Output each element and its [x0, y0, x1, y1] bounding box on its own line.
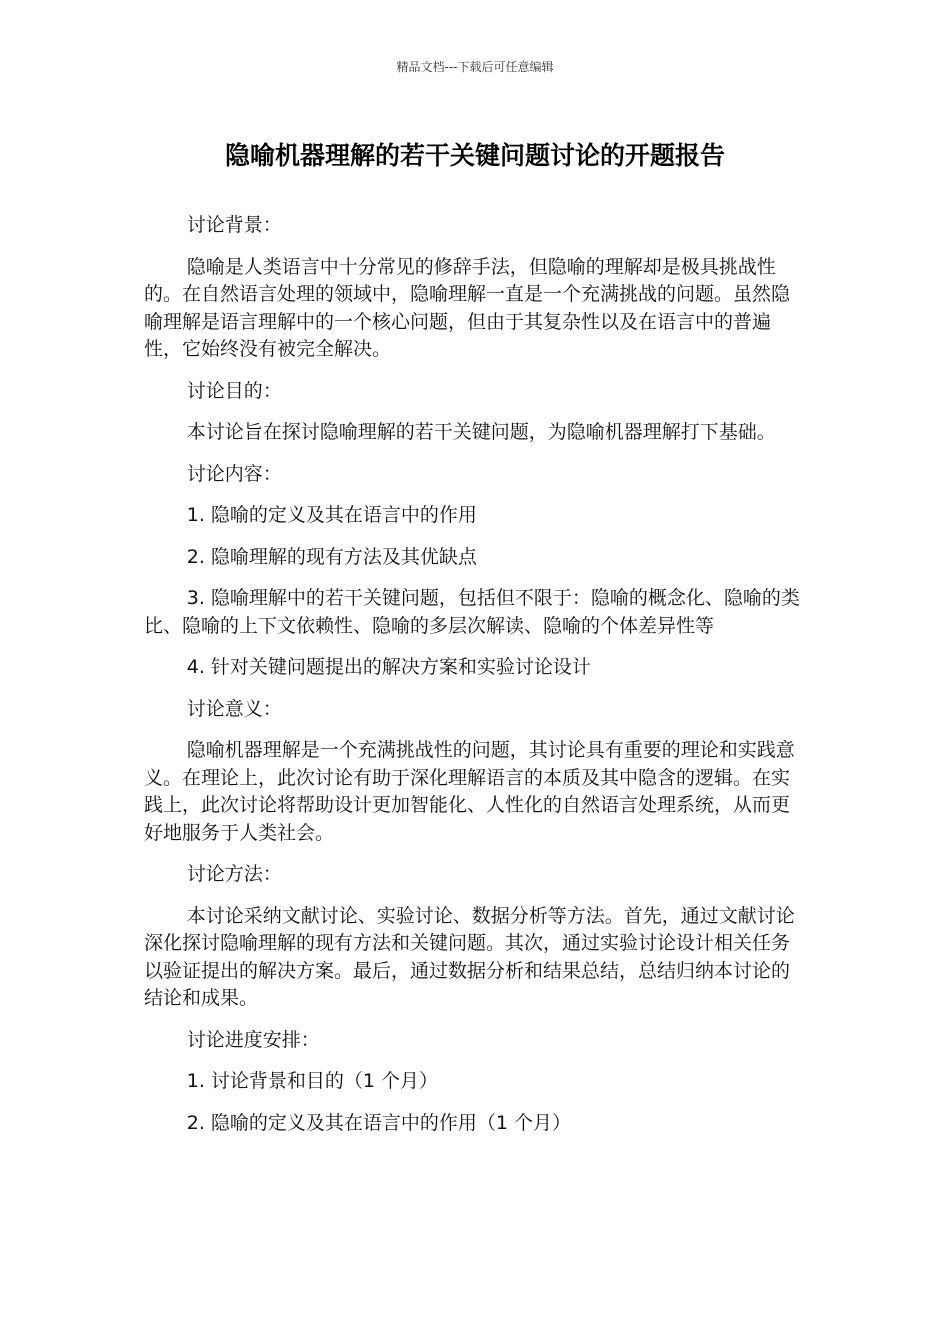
paragraph-method: 本讨论采纳文献讨论、实验讨论、数据分析等方法。首先，通过文献讨论深化探讨隐喻理解的现有方法和关键问题。其次，通过实验讨论设计相关任务以验证提出的解决方案。最后，通过数据分析和结果总结，总结归纳本讨论的结论和成果。 — [144, 904, 795, 1009]
list-item-content-1: 1. 隐喻的定义及其在语言中的作用 — [186, 504, 477, 526]
list-item-schedule-1: 1. 讨论背景和目的（1 个月） — [186, 1070, 439, 1092]
page-header: 精品文档---下载后可任意编辑 — [396, 60, 554, 74]
document-body — [144, 212, 806, 1151]
section-heading-method: 讨论方法： — [186, 863, 282, 885]
paragraph-background: 隐喻是人类语言中十分常见的修辞手法，但隐喻的理解却是极具挑战性的。在自然语言处理的领域中，隐喻理解一直是一个充满挑战的问题。虽然隐喻理解是语言理解中的一个核心问题，但由于其复杂性以及在语言中的普遍性，它始终没有被完全解决。 — [144, 255, 791, 360]
section-heading-background: 讨论背景： — [186, 214, 282, 236]
section-heading-significance: 讨论意义： — [186, 697, 282, 720]
document-title: 隐喻机器理解的若干关键问题讨论的开题报告 — [224, 141, 725, 170]
section-heading-content: 讨论内容： — [186, 462, 282, 485]
section-heading-schedule: 讨论进度安排： — [186, 1028, 320, 1051]
paragraph-purpose: 本讨论旨在探讨隐喻理解的若干关键问题，为隐喻机器理解打下基础。 — [186, 421, 776, 443]
list-item-content-3: 3. 隐喻理解中的若干关键问题，包括但不限于：隐喻的概念化、隐喻的类比、隐喻的上下文依赖性、隐喻的多层次解读、隐喻的个体差异性等 — [144, 587, 800, 637]
list-item-content-2: 2. 隐喻理解的现有方法及其优缺点 — [186, 545, 477, 568]
list-item-content-4: 4. 针对关键问题提出的解决方案和实验讨论设计 — [186, 656, 591, 678]
section-heading-purpose: 讨论目的： — [186, 379, 282, 402]
list-item-schedule-2: 2. 隐喻的定义及其在语言中的作用（1 个月） — [186, 1111, 572, 1134]
paragraph-significance: 隐喻机器理解是一个充满挑战性的问题，其讨论具有重要的理论和实践意义。在理论上，此次讨论有助于深化理解语言的本质及其中隐含的逻辑。在实践上，此次讨论将帮助设计更加智能化、人性化的自然语言处理系统，从而更好地服务于人类社会。 — [144, 739, 795, 844]
